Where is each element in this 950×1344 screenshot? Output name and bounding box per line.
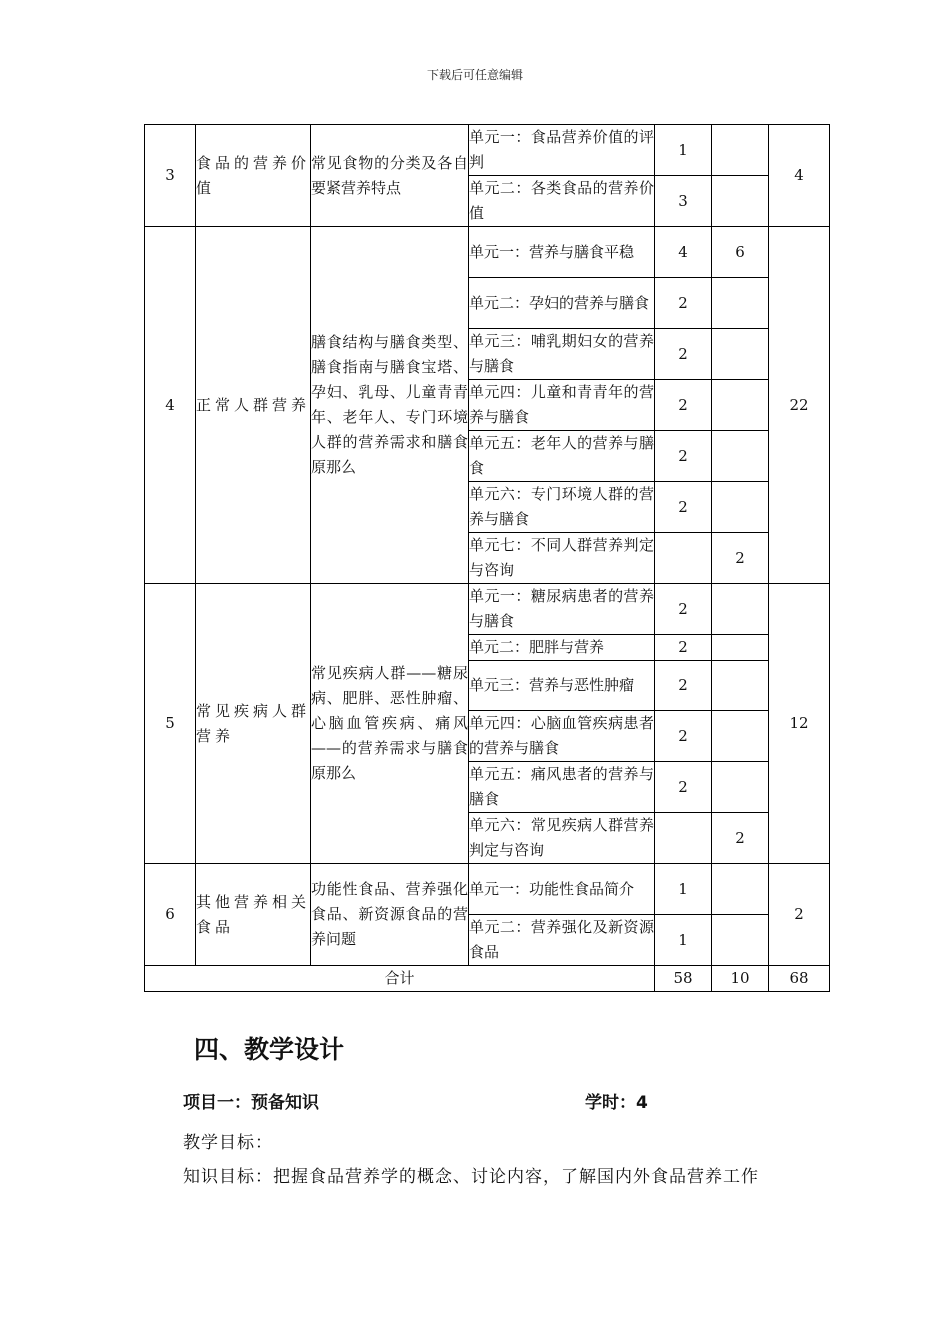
task-content-cell: 膳食结构与膳食类型、膳食指南与膳食宝塔、孕妇、乳母、儿童青青年、老年人、专门环境人群的营养需求和膳食原那么 [311,227,469,584]
practice-hours-cell: 6 [712,227,769,278]
practice-hours-cell [712,380,769,431]
theory-hours-cell: 1 [655,915,712,966]
practice-hours-cell [712,635,769,661]
theory-hours-cell: 2 [655,661,712,711]
theory-hours-cell: 1 [655,125,712,176]
project-number-cell: 3 [145,125,196,227]
project-total-cell: 4 [769,125,830,227]
unit-name-cell: 单元六：专门环境人群的营养与膳食 [469,482,655,533]
knowledge-goal: 知识目标：把握食品营养学的概念、讨论内容，了解国内外食品营养工作 [183,1167,759,1187]
project-name-cell: 食品的营养价值 [196,125,311,227]
unit-name-cell: 单元二：营养强化及新资源食品 [469,915,655,966]
sum-total-cell: 68 [769,966,830,992]
unit-name-cell: 单元六：常见疾病人群营养判定与咨询 [469,813,655,864]
project-total-cell: 22 [769,227,830,584]
table-row [145,584,830,635]
practice-hours-cell [712,584,769,635]
project-total-cell: 12 [769,584,830,864]
unit-name-cell: 单元三：哺乳期妇女的营养与膳食 [469,329,655,380]
table-row [145,864,830,915]
theory-hours-cell: 2 [655,584,712,635]
theory-hours-cell: 3 [655,176,712,227]
theory-hours-cell: 2 [655,635,712,661]
teaching-goal-label: 教学目标： [183,1133,273,1153]
practice-hours-cell [712,482,769,533]
sum-row [145,966,830,992]
practice-hours-cell: 2 [712,533,769,584]
task-content-cell: 功能性食品、营养强化食品、新资源食品的营养问题 [311,864,469,966]
practice-hours-cell [712,329,769,380]
project-name-cell: 正常人群营养 [196,227,311,584]
theory-hours-cell: 4 [655,227,712,278]
task-content-cell: 常见疾病人群——糖尿病、肥胖、恶性肿瘤、心脑血管疾病、痛风——的营养需求与膳食原那么 [311,584,469,864]
unit-name-cell: 单元五：痛风患者的营养与膳食 [469,762,655,813]
project-number-cell: 4 [145,227,196,584]
theory-hours-cell: 2 [655,431,712,482]
project-number-cell: 5 [145,584,196,864]
practice-hours-cell: 2 [712,813,769,864]
unit-name-cell: 单元五：老年人的营养与膳食 [469,431,655,482]
theory-hours-cell [655,813,712,864]
theory-hours-cell: 2 [655,278,712,329]
section-title: 四、教学设计 [194,1035,345,1064]
theory-hours-cell [655,533,712,584]
course-schedule-table [144,124,830,992]
practice-hours-cell [712,125,769,176]
theory-hours-cell: 2 [655,329,712,380]
table-row [145,125,830,176]
project-name-cell: 其他营养相关食品 [196,864,311,966]
theory-hours-cell: 2 [655,762,712,813]
theory-hours-cell: 1 [655,864,712,915]
project-total-cell: 2 [769,864,830,966]
unit-name-cell: 单元二：各类食品的营养价值 [469,176,655,227]
sum-label-cell: 合计 [145,966,655,992]
practice-hours-cell [712,762,769,813]
theory-hours-cell: 2 [655,482,712,533]
practice-hours-cell [712,176,769,227]
header-note: 下载后可任意编辑 [426,68,523,82]
unit-name-cell: 单元一：营养与膳食平稳 [469,227,655,278]
unit-name-cell: 单元一：糖尿病患者的营养与膳食 [469,584,655,635]
unit-name-cell: 单元七：不同人群营养判定与咨询 [469,533,655,584]
practice-hours-cell [712,278,769,329]
unit-name-cell: 单元二：孕妇的营养与膳食 [469,278,655,329]
unit-name-cell: 单元三：营养与恶性肿瘤 [469,661,655,711]
unit-name-cell: 单元一：功能性食品简介 [469,864,655,915]
practice-hours-cell [712,431,769,482]
sum-theory-cell: 58 [655,966,712,992]
unit-name-cell: 单元一：食品营养价值的评判 [469,125,655,176]
unit-name-cell: 单元四：心脑血管疾病患者的营养与膳食 [469,711,655,762]
theory-hours-cell: 2 [655,380,712,431]
unit-name-cell: 单元四：儿童和青青年的营养与膳食 [469,380,655,431]
theory-hours-cell: 2 [655,711,712,762]
practice-hours-cell [712,915,769,966]
project-heading [183,1088,683,1113]
table-row [145,227,830,278]
sum-practice-cell: 10 [712,966,769,992]
practice-hours-cell [712,711,769,762]
project-number-cell: 6 [145,864,196,966]
project-hours: 学时：4 [585,1093,648,1113]
project-label: 项目一：预备知识 [183,1093,319,1113]
practice-hours-cell [712,661,769,711]
unit-name-cell: 单元二：肥胖与营养 [469,635,655,661]
project-name-cell: 常见疾病人群营养 [196,584,311,864]
practice-hours-cell [712,864,769,915]
task-content-cell: 常见食物的分类及各自要紧营养特点 [311,125,469,227]
